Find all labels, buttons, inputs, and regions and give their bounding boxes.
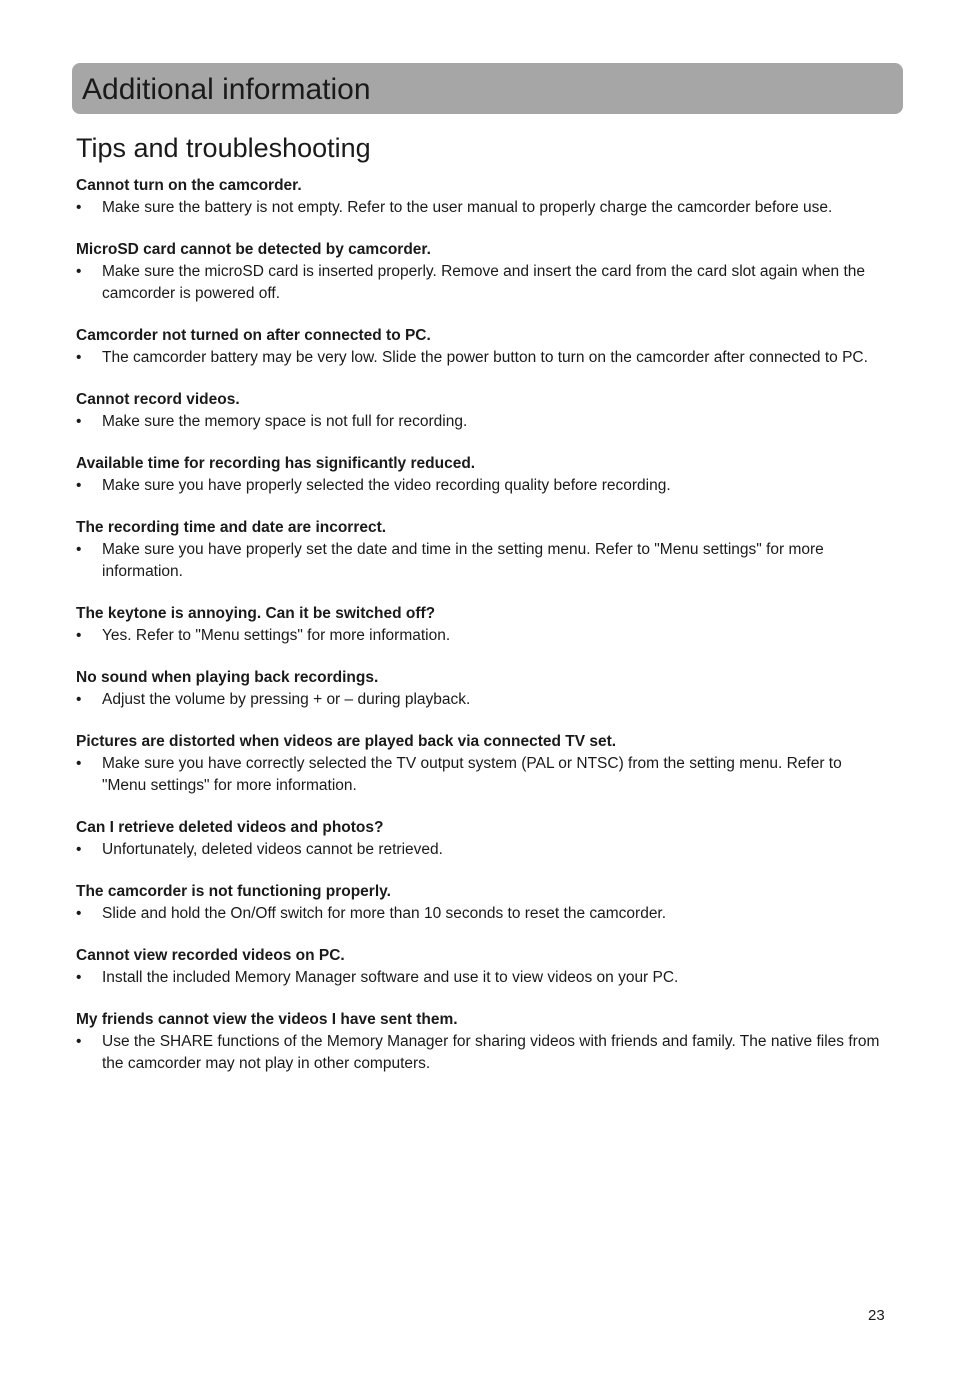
tip-question: MicroSD card cannot be detected by camcorder. bbox=[76, 241, 431, 258]
tip-answer bbox=[76, 625, 884, 647]
tip-item bbox=[76, 389, 884, 433]
tip-question: The recording time and date are incorrect. bbox=[76, 519, 387, 536]
tip-answer-text: Unfortunately, deleted videos cannot be retrieved. bbox=[102, 841, 443, 858]
bullet-icon: • bbox=[76, 691, 82, 708]
tip-answer bbox=[76, 689, 884, 711]
tip-answer bbox=[76, 475, 884, 497]
tip-item bbox=[76, 517, 884, 583]
tip-question: Cannot view recorded videos on PC. bbox=[76, 947, 345, 964]
tip-answer-text: Slide and hold the On/Off switch for more than 10 seconds to reset the camcorder. bbox=[102, 905, 667, 922]
tip-item bbox=[76, 325, 884, 369]
tip-answer-text: Make sure the microSD card is inserted properly. Remove and insert the card from the card slot again when the camcorder is powered off. bbox=[102, 263, 866, 302]
bullet-icon: • bbox=[76, 477, 82, 494]
tip-item bbox=[76, 881, 884, 925]
tip-answer bbox=[76, 261, 884, 305]
page-number: 23 bbox=[868, 1307, 885, 1324]
tip-item bbox=[76, 603, 884, 647]
tip-answer bbox=[76, 539, 884, 583]
tip-answer-text: The camcorder battery may be very low. Slide the power button to turn on the camcorder after connected to PC. bbox=[102, 349, 868, 366]
tip-answer bbox=[76, 1031, 884, 1075]
tip-question: Cannot record videos. bbox=[76, 391, 240, 408]
tip-question: Cannot turn on the camcorder. bbox=[76, 177, 302, 194]
bullet-icon: • bbox=[76, 199, 82, 216]
bullet-icon: • bbox=[76, 755, 82, 772]
bullet-icon: • bbox=[76, 841, 82, 858]
bullet-icon: • bbox=[76, 969, 82, 986]
chapter-banner bbox=[72, 63, 903, 114]
tip-answer-text: Make sure the battery is not empty. Refer to the user manual to properly charge the camcorder before use. bbox=[102, 199, 833, 216]
bullet-icon: • bbox=[76, 627, 82, 644]
tip-question: Can I retrieve deleted videos and photos? bbox=[76, 819, 384, 836]
tip-question: Camcorder not turned on after connected to PC. bbox=[76, 327, 431, 344]
tip-answer-text: Make sure you have correctly selected the TV output system (PAL or NTSC) from the setting menu. Refer to "Menu settings" for more information. bbox=[102, 755, 842, 794]
tips-list bbox=[76, 175, 884, 1095]
bullet-icon: • bbox=[76, 1033, 82, 1050]
tip-answer-text: Make sure the memory space is not full for recording. bbox=[102, 413, 468, 430]
tip-answer-text: Make sure you have properly selected the video recording quality before recording. bbox=[102, 477, 671, 494]
tip-item bbox=[76, 175, 884, 219]
tip-answer bbox=[76, 839, 884, 861]
bullet-icon: • bbox=[76, 905, 82, 922]
tip-answer bbox=[76, 753, 884, 797]
chapter-title: Additional information bbox=[82, 73, 371, 106]
tip-answer-text: Adjust the volume by pressing + or – during playback. bbox=[102, 691, 471, 708]
tip-answer bbox=[76, 903, 884, 925]
tip-answer-text: Yes. Refer to "Menu settings" for more information. bbox=[102, 627, 451, 644]
tip-question: Available time for recording has significantly reduced. bbox=[76, 455, 476, 472]
tip-answer-text: Install the included Memory Manager software and use it to view videos on your PC. bbox=[102, 969, 679, 986]
bullet-icon: • bbox=[76, 413, 82, 430]
tip-question: Pictures are distorted when videos are played back via connected TV set. bbox=[76, 733, 617, 750]
tip-answer bbox=[76, 197, 884, 219]
tip-question: No sound when playing back recordings. bbox=[76, 669, 379, 686]
bullet-icon: • bbox=[76, 349, 82, 366]
bullet-icon: • bbox=[76, 263, 82, 280]
tip-answer bbox=[76, 347, 884, 369]
tip-item bbox=[76, 453, 884, 497]
section-title: Tips and troubleshooting bbox=[76, 133, 371, 163]
tip-item bbox=[76, 817, 884, 861]
tip-answer-text: Use the SHARE functions of the Memory Manager for sharing videos with friends and family. The native files from the camcorder may not play in other computers. bbox=[102, 1033, 880, 1072]
tip-answer bbox=[76, 967, 884, 989]
tip-item bbox=[76, 239, 884, 305]
tip-question: The camcorder is not functioning properly. bbox=[76, 883, 391, 900]
tip-item bbox=[76, 945, 884, 989]
tip-question: My friends cannot view the videos I have sent them. bbox=[76, 1011, 458, 1028]
tip-answer bbox=[76, 411, 884, 433]
tip-item bbox=[76, 667, 884, 711]
bullet-icon: • bbox=[76, 541, 82, 558]
tip-item bbox=[76, 731, 884, 797]
tip-item bbox=[76, 1009, 884, 1075]
tip-answer-text: Make sure you have properly set the date and time in the setting menu. Refer to "Menu settings" for more information. bbox=[102, 541, 824, 580]
tip-question: The keytone is annoying. Can it be switched off? bbox=[76, 605, 436, 622]
